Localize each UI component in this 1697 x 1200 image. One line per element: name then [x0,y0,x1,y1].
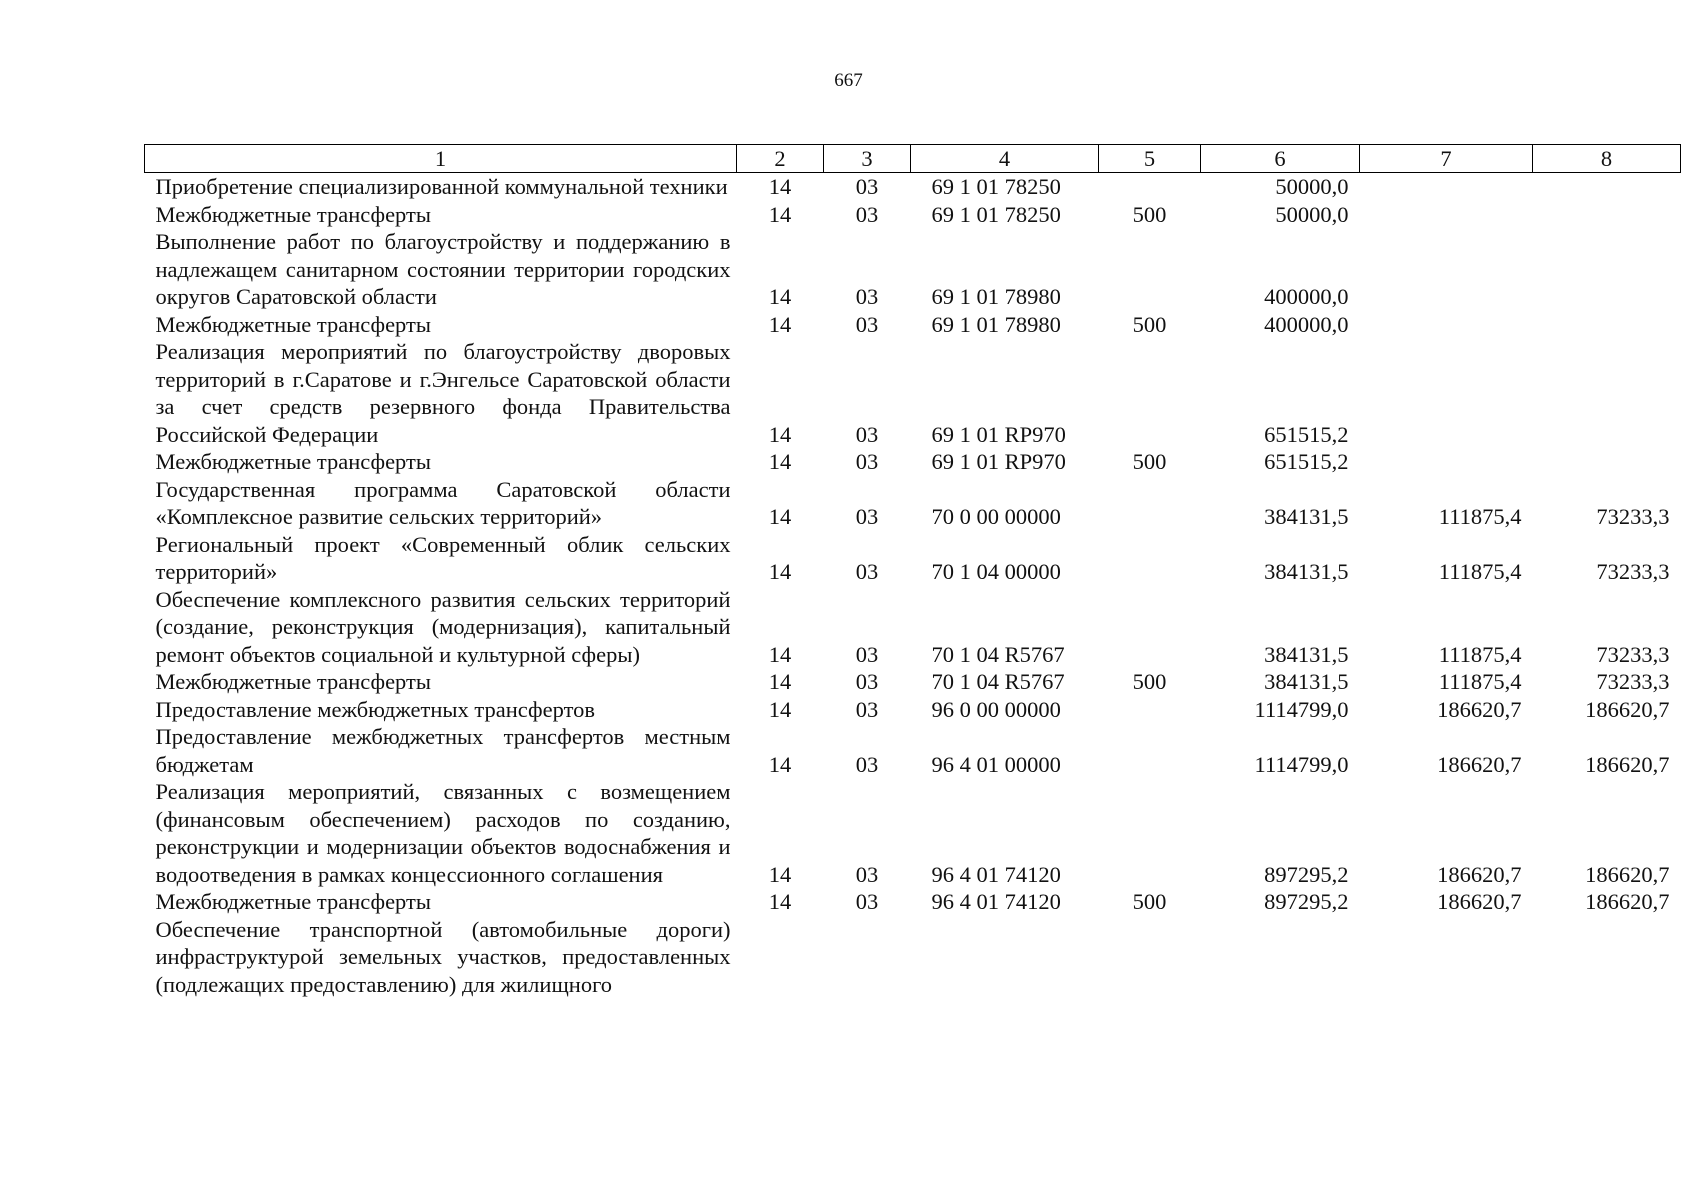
section-code-cell: 14 [768,174,792,199]
target-article-cell: 70 0 00 00000 [931,504,1061,529]
amount-cell: 384131,5 [1264,641,1349,667]
section-code-cell: 14 [768,669,792,694]
expense-type-cell [1099,531,1201,586]
amount-cell: 384131,5 [1264,504,1349,529]
expense-type-cell: 500 [1132,311,1167,337]
column-header: 4 [911,145,1099,173]
amount-cell: 186620,7 [1437,889,1522,914]
column-header: 2 [737,145,824,173]
expense-type-cell [1099,173,1201,201]
amount-cell [1360,448,1533,476]
amount-cell: 400000,0 [1264,311,1349,337]
amount-cell: 384131,5 [1264,559,1349,584]
amount-cell [1360,201,1533,229]
amount-cell [1533,916,1681,999]
amount-cell: 73233,3 [1596,504,1670,529]
amount-cell: 111875,4 [1438,641,1522,667]
amount-cell: 186620,7 [1437,751,1522,777]
subsection-code-cell: 03 [855,641,879,667]
amount-cell [1360,173,1533,201]
amount-cell [1533,448,1681,476]
target-article-cell: 70 1 04 R5767 [931,669,1065,694]
section-code-cell: 14 [768,751,792,777]
subsection-code-cell: 03 [855,174,879,199]
expense-type-cell [1099,338,1201,448]
item-name-cell: Обеспечение транспортной (автомобильные дороги) инфраструктурой земельных участков, предоставленных (подлежащих предоставлению) для жилищного [155,916,731,997]
budget-table [144,144,1681,998]
amount-cell [1360,916,1533,999]
amount-cell: 50000,0 [1275,174,1349,199]
amount-cell: 651515,2 [1264,421,1349,447]
subsection-code-cell: 03 [855,696,879,722]
amount-cell [1533,338,1681,448]
section-code-cell: 14 [768,449,792,474]
column-header: 8 [1533,145,1681,173]
item-name-cell: Межбюджетные трансферты [155,889,431,914]
column-header: 5 [1099,145,1201,173]
subsection-code-cell: 03 [855,889,879,914]
amount-cell: 1114799,0 [1254,696,1349,722]
amount-cell: 651515,2 [1264,449,1349,474]
item-name-cell: Реализация мероприятий, связанных с возмещением (финансовым обеспечением) расходов по созданию, реконструкции и модернизации объектов водоснабжения и водоотведения в рамках концессионного соглашения [155,779,731,887]
target-article-cell: 69 1 01 RP970 [931,449,1066,474]
section-code-cell: 14 [768,504,792,529]
item-name-cell: Приобретение специализированной коммунальной техники [155,174,728,199]
expense-type-cell [1099,476,1201,531]
subsection-code-cell [824,916,911,999]
item-name-cell: Предоставление межбюджетных трансфертов местным бюджетам [155,724,731,777]
table-row [145,586,1681,669]
table-row [145,338,1681,448]
amount-cell: 897295,2 [1264,861,1349,887]
target-article-cell: 69 1 01 78250 [931,174,1061,199]
subsection-code-cell: 03 [855,669,879,694]
subsection-code-cell: 03 [855,559,879,584]
page-number: 667 [834,70,863,91]
section-code-cell: 14 [768,696,792,722]
target-article-cell: 96 4 01 74120 [931,861,1061,887]
section-code-cell: 14 [768,641,792,667]
item-name-cell: Реализация мероприятий по благоустройству дворовых территорий в г.Саратове и г.Энгельсе Саратовской области за счет средств резервного фонда Правительства Российской Федерации [155,339,731,447]
table-row [145,201,1681,229]
item-name-cell: Государственная программа Саратовской области «Комплексное развитие сельских территорий» [155,476,731,529]
expense-type-cell [1099,696,1201,724]
table-row [145,778,1681,888]
target-article-cell [911,916,1099,999]
table-row [145,311,1681,339]
target-article-cell: 70 1 04 R5767 [931,641,1065,667]
budget-table-body [145,173,1681,999]
amount-cell: 1114799,0 [1254,751,1349,777]
item-name-cell: Межбюджетные трансферты [155,669,431,694]
amount-cell: 73233,3 [1596,641,1670,667]
table-row [145,888,1681,916]
target-article-cell: 69 1 01 78980 [931,284,1061,309]
item-name-cell: Региональный проект «Современный облик сельских территорий» [155,531,731,584]
item-name-cell: Межбюджетные трансферты [155,311,431,337]
item-name-cell: Выполнение работ по благоустройству и поддержанию в надлежащем санитарном состоянии территории городских округов Саратовской области [155,229,731,309]
section-code-cell: 14 [768,889,792,914]
amount-cell: 186620,7 [1585,696,1670,722]
target-article-cell: 69 1 01 78250 [931,201,1061,227]
section-code-cell: 14 [768,284,792,309]
target-article-cell: 69 1 01 RP970 [931,421,1066,447]
expense-type-cell [1099,586,1201,669]
section-code-cell [737,916,824,999]
table-row [145,723,1681,778]
table-row [145,228,1681,311]
table-row [145,531,1681,586]
section-code-cell: 14 [768,559,792,584]
amount-cell [1360,338,1533,448]
section-code-cell: 14 [768,861,792,887]
amount-cell [1533,201,1681,229]
amount-cell: 186620,7 [1585,751,1670,777]
expense-type-cell [1099,723,1201,778]
expense-type-cell [1099,778,1201,888]
column-header: 6 [1201,145,1360,173]
target-article-cell: 96 4 01 74120 [931,889,1061,914]
item-name-cell: Обеспечение комплексного развития сельских территорий (создание, реконструкция (модернизация), капитальный ремонт объектов социальной и культурной сферы) [155,586,731,667]
expense-type-cell [1099,916,1201,999]
amount-cell: 111875,4 [1438,669,1522,694]
section-code-cell: 14 [768,201,792,227]
amount-cell: 400000,0 [1264,284,1349,309]
subsection-code-cell: 03 [855,504,879,529]
expense-type-cell: 500 [1132,449,1167,474]
subsection-code-cell: 03 [855,201,879,227]
expense-type-cell [1099,228,1201,311]
amount-cell: 186620,7 [1437,696,1522,722]
amount-cell [1533,228,1681,311]
target-article-cell: 70 1 04 00000 [931,559,1061,584]
column-header: 7 [1360,145,1533,173]
column-number-header-row [145,145,1681,173]
amount-cell: 50000,0 [1275,201,1349,227]
amount-cell: 186620,7 [1585,889,1670,914]
amount-cell: 384131,5 [1264,669,1349,694]
item-name-cell: Предоставление межбюджетных трансфертов [155,696,595,722]
subsection-code-cell: 03 [855,751,879,777]
item-name-cell: Межбюджетные трансферты [155,201,431,227]
amount-cell [1360,311,1533,339]
amount-cell [1533,311,1681,339]
amount-cell: 111875,4 [1438,504,1522,529]
target-article-cell: 96 0 00 00000 [931,696,1061,722]
subsection-code-cell: 03 [855,311,879,337]
amount-cell [1360,228,1533,311]
section-code-cell: 14 [768,421,792,447]
amount-cell: 73233,3 [1596,669,1670,694]
table-row [145,173,1681,201]
amount-cell: 73233,3 [1596,559,1670,584]
expense-type-cell: 500 [1132,669,1167,694]
column-header: 3 [824,145,911,173]
amount-cell: 897295,2 [1264,889,1349,914]
subsection-code-cell: 03 [855,861,879,887]
subsection-code-cell: 03 [855,284,879,309]
column-header: 1 [145,145,737,173]
expense-type-cell: 500 [1132,201,1167,227]
target-article-cell: 96 4 01 00000 [931,751,1061,777]
table-row [145,668,1681,696]
target-article-cell: 69 1 01 78980 [931,311,1061,337]
table-row [145,476,1681,531]
amount-cell [1201,916,1360,999]
table-row [145,696,1681,724]
amount-cell: 186620,7 [1437,861,1522,887]
table-row [145,448,1681,476]
item-name-cell: Межбюджетные трансферты [155,449,431,474]
subsection-code-cell: 03 [855,421,879,447]
subsection-code-cell: 03 [855,449,879,474]
amount-cell [1533,173,1681,201]
amount-cell: 111875,4 [1438,559,1522,584]
expense-type-cell: 500 [1132,889,1167,914]
section-code-cell: 14 [768,311,792,337]
amount-cell: 186620,7 [1585,861,1670,887]
table-row [145,916,1681,999]
